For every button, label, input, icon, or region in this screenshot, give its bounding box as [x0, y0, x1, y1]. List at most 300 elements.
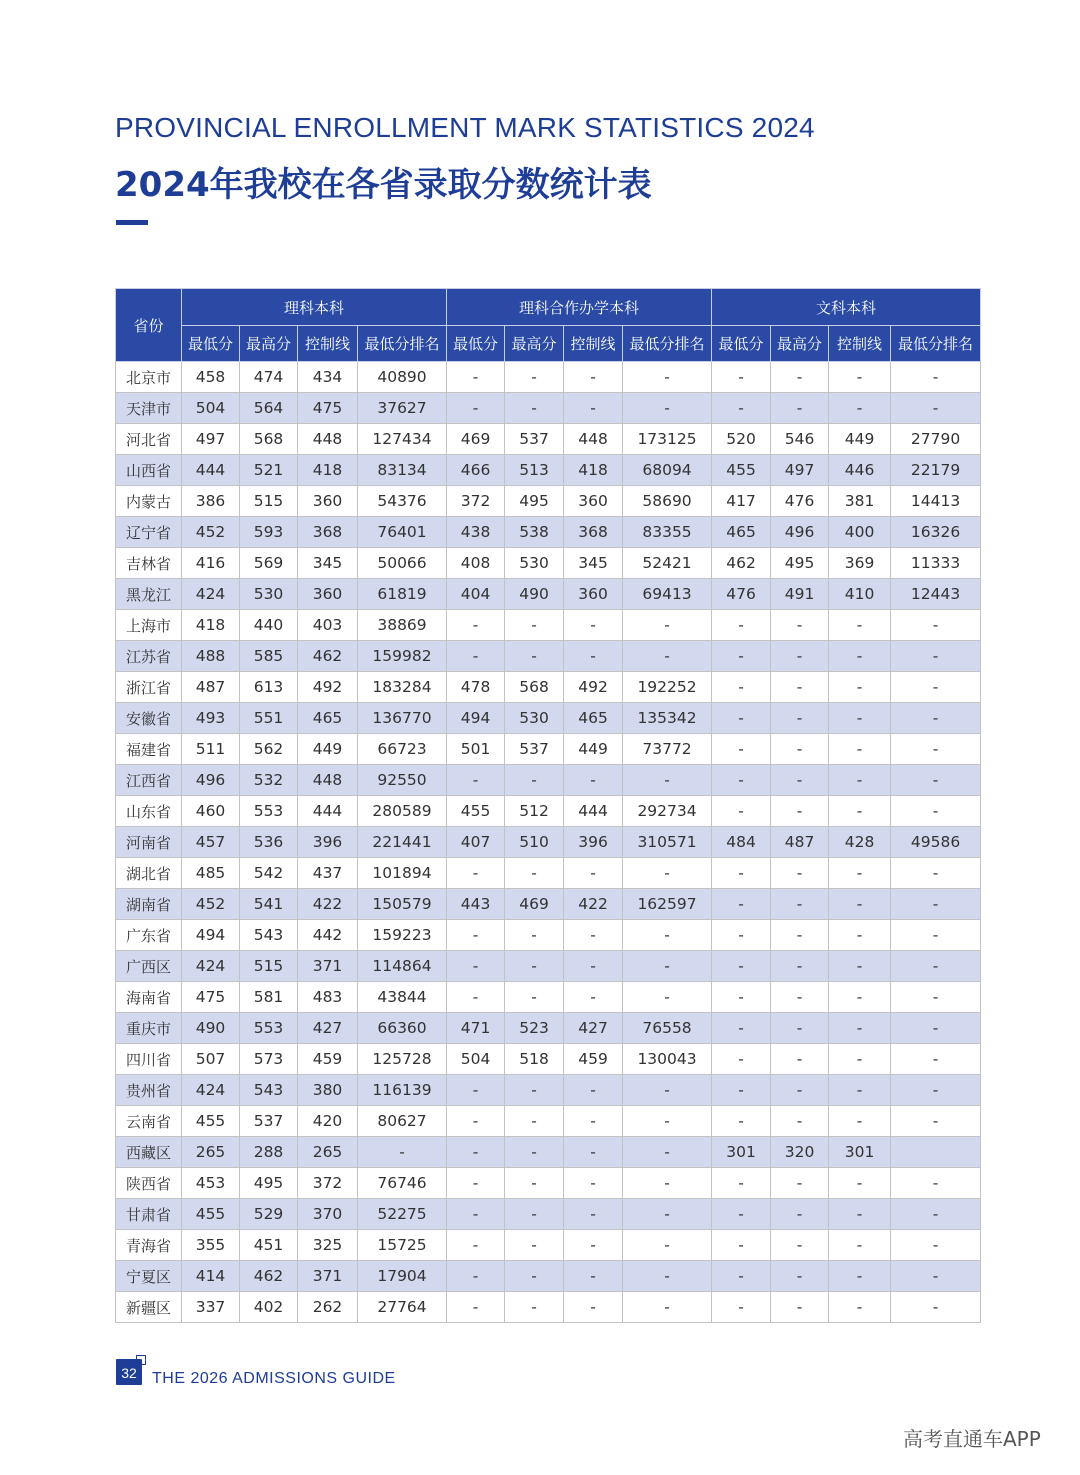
score-cell: -: [505, 641, 564, 672]
province-cell: 江苏省: [116, 641, 182, 672]
score-cell: -: [623, 1106, 712, 1137]
score-cell: -: [623, 393, 712, 424]
score-cell: 492: [298, 672, 358, 703]
score-cell: 43844: [358, 982, 447, 1013]
score-cell: 530: [240, 579, 298, 610]
score-cell: -: [505, 765, 564, 796]
score-cell: -: [712, 858, 771, 889]
score-cell: 440: [240, 610, 298, 641]
score-cell: -: [447, 1230, 505, 1261]
score-cell: -: [891, 796, 981, 827]
score-cell: -: [712, 1013, 771, 1044]
score-cell: 462: [240, 1261, 298, 1292]
score-cell: -: [447, 1292, 505, 1323]
score-cell: 360: [564, 579, 623, 610]
table-row: [116, 1168, 981, 1199]
score-cell: -: [623, 610, 712, 641]
score-cell: -: [623, 362, 712, 393]
score-cell: -: [891, 703, 981, 734]
score-cell: 325: [298, 1230, 358, 1261]
score-cell: -: [829, 920, 891, 951]
score-cell: 455: [447, 796, 505, 827]
score-cell: -: [712, 765, 771, 796]
score-cell: 568: [505, 672, 564, 703]
score-cell: 449: [564, 734, 623, 765]
score-cell: -: [623, 858, 712, 889]
score-cell: -: [564, 610, 623, 641]
score-cell: 422: [298, 889, 358, 920]
score-cell: 150579: [358, 889, 447, 920]
score-cell: 448: [298, 424, 358, 455]
score-cell: 562: [240, 734, 298, 765]
score-cell: 494: [447, 703, 505, 734]
score-cell: -: [829, 672, 891, 703]
province-cell: 广西区: [116, 951, 182, 982]
score-cell: 469: [447, 424, 505, 455]
header-group-coop-science: 理科合作办学本科: [447, 289, 712, 326]
score-cell: 125728: [358, 1044, 447, 1075]
table-row: [116, 982, 981, 1013]
score-cell: -: [564, 982, 623, 1013]
score-cell: 83134: [358, 455, 447, 486]
score-cell: 613: [240, 672, 298, 703]
score-cell: -: [771, 641, 829, 672]
province-cell: 广东省: [116, 920, 182, 951]
score-cell: -: [712, 982, 771, 1013]
score-cell: -: [771, 1292, 829, 1323]
score-cell: -: [891, 641, 981, 672]
province-cell: 浙江省: [116, 672, 182, 703]
score-cell: 371: [298, 951, 358, 982]
table-row: [116, 455, 981, 486]
table-row: [116, 1013, 981, 1044]
score-cell: 380: [298, 1075, 358, 1106]
score-cell: -: [891, 889, 981, 920]
score-cell: 478: [447, 672, 505, 703]
score-cell: 465: [712, 517, 771, 548]
table-row: [116, 703, 981, 734]
table-row: [116, 610, 981, 641]
score-cell: -: [829, 951, 891, 982]
province-cell: 上海市: [116, 610, 182, 641]
score-cell: -: [447, 362, 505, 393]
score-cell: -: [564, 1292, 623, 1323]
table-row: [116, 579, 981, 610]
score-cell: -: [891, 1075, 981, 1106]
score-cell: 38869: [358, 610, 447, 641]
score-cell: 512: [505, 796, 564, 827]
score-cell: -: [829, 610, 891, 641]
province-cell: 黑龙江: [116, 579, 182, 610]
score-cell: 368: [298, 517, 358, 548]
province-cell: 辽宁省: [116, 517, 182, 548]
score-cell: -: [505, 362, 564, 393]
score-cell: 453: [182, 1168, 240, 1199]
score-cell: 501: [447, 734, 505, 765]
score-cell: -: [564, 641, 623, 672]
score-cell: 515: [240, 486, 298, 517]
score-cell: -: [771, 1075, 829, 1106]
score-cell: 476: [771, 486, 829, 517]
table-row: [116, 641, 981, 672]
score-cell: 136770: [358, 703, 447, 734]
score-cell: 14413: [891, 486, 981, 517]
score-cell: 414: [182, 1261, 240, 1292]
score-cell: -: [829, 1261, 891, 1292]
table-row: [116, 1137, 981, 1168]
score-cell: 492: [564, 672, 623, 703]
score-cell: 504: [447, 1044, 505, 1075]
subheader-cell: 控制线: [298, 326, 358, 362]
score-cell: -: [829, 1044, 891, 1075]
score-cell: 92550: [358, 765, 447, 796]
score-cell: 462: [298, 641, 358, 672]
score-cell: 37627: [358, 393, 447, 424]
score-cell: -: [829, 1106, 891, 1137]
score-cell: -: [623, 1261, 712, 1292]
province-cell: 贵州省: [116, 1075, 182, 1106]
score-cell: 73772: [623, 734, 712, 765]
watermark-text: 高考直通车APP: [903, 1427, 1041, 1451]
score-cell: 520: [712, 424, 771, 455]
score-cell: 424: [182, 951, 240, 982]
subheader-cell: 最低分排名: [358, 326, 447, 362]
score-cell: -: [712, 920, 771, 951]
score-cell: -: [771, 362, 829, 393]
province-cell: 海南省: [116, 982, 182, 1013]
score-cell: -: [712, 1230, 771, 1261]
score-cell: 495: [505, 486, 564, 517]
score-cell: 407: [447, 827, 505, 858]
score-cell: 529: [240, 1199, 298, 1230]
score-cell: -: [771, 765, 829, 796]
score-cell: -: [712, 1292, 771, 1323]
score-cell: -: [564, 858, 623, 889]
score-cell: -: [829, 765, 891, 796]
score-cell: -: [712, 641, 771, 672]
score-cell: -: [447, 1199, 505, 1230]
score-cell: 76746: [358, 1168, 447, 1199]
score-cell: -: [358, 1137, 447, 1168]
score-cell: 496: [182, 765, 240, 796]
score-cell: 427: [564, 1013, 623, 1044]
score-cell: -: [505, 982, 564, 1013]
score-cell: -: [564, 1075, 623, 1106]
score-cell: 515: [240, 951, 298, 982]
score-cell: 484: [712, 827, 771, 858]
score-cell: 460: [182, 796, 240, 827]
score-cell: -: [623, 951, 712, 982]
score-cell: -: [623, 1075, 712, 1106]
guide-title: THE 2026 ADMISSIONS GUIDE: [152, 1370, 396, 1387]
score-cell: 455: [182, 1199, 240, 1230]
score-cell: 396: [298, 827, 358, 858]
score-cell: 451: [240, 1230, 298, 1261]
score-cell: 471: [447, 1013, 505, 1044]
score-cell: -: [712, 1261, 771, 1292]
score-cell: 485: [182, 858, 240, 889]
score-cell: -: [712, 796, 771, 827]
table-row: [116, 1199, 981, 1230]
score-cell: -: [623, 641, 712, 672]
score-cell: -: [771, 1013, 829, 1044]
score-cell: 541: [240, 889, 298, 920]
score-cell: 518: [505, 1044, 564, 1075]
score-cell: -: [891, 1013, 981, 1044]
province-cell: 福建省: [116, 734, 182, 765]
province-cell: 新疆区: [116, 1292, 182, 1323]
table-row: [116, 1106, 981, 1137]
score-cell: 80627: [358, 1106, 447, 1137]
score-cell: -: [891, 1199, 981, 1230]
score-cell: 564: [240, 393, 298, 424]
score-cell: 593: [240, 517, 298, 548]
score-cell: 288: [240, 1137, 298, 1168]
score-cell: -: [564, 1106, 623, 1137]
score-cell: 58690: [623, 486, 712, 517]
score-cell: 538: [505, 517, 564, 548]
score-cell: 386: [182, 486, 240, 517]
score-cell: -: [829, 796, 891, 827]
score-cell: 417: [712, 486, 771, 517]
score-cell: 507: [182, 1044, 240, 1075]
score-cell: -: [891, 1168, 981, 1199]
score-cell: -: [447, 920, 505, 951]
score-cell: 396: [564, 827, 623, 858]
score-cell: 513: [505, 455, 564, 486]
score-cell: -: [505, 951, 564, 982]
province-cell: 江西省: [116, 765, 182, 796]
score-cell: -: [505, 1230, 564, 1261]
subheader-cell: 控制线: [829, 326, 891, 362]
score-cell: 495: [771, 548, 829, 579]
score-cell: -: [891, 393, 981, 424]
score-cell: 371: [298, 1261, 358, 1292]
score-cell: 427: [298, 1013, 358, 1044]
score-cell: 320: [771, 1137, 829, 1168]
score-cell: 491: [771, 579, 829, 610]
score-cell: -: [829, 1075, 891, 1106]
subheader-cell: 最低分排名: [623, 326, 712, 362]
score-cell: -: [829, 362, 891, 393]
score-cell: 474: [240, 362, 298, 393]
score-cell: -: [771, 982, 829, 1013]
table-row: [116, 1292, 981, 1323]
score-cell: 40890: [358, 362, 447, 393]
score-cell: 50066: [358, 548, 447, 579]
score-cell: 523: [505, 1013, 564, 1044]
score-cell: -: [564, 1261, 623, 1292]
title-english: PROVINCIAL ENROLLMENT MARK STATISTICS 2024: [115, 112, 815, 143]
score-cell: -: [829, 734, 891, 765]
score-cell: -: [623, 1199, 712, 1230]
table-row: [116, 920, 981, 951]
score-cell: 52275: [358, 1199, 447, 1230]
score-cell: 542: [240, 858, 298, 889]
score-cell: 466: [447, 455, 505, 486]
header-province: 省份: [116, 289, 182, 362]
score-cell: -: [505, 1137, 564, 1168]
score-cell: 420: [298, 1106, 358, 1137]
score-cell: 490: [182, 1013, 240, 1044]
score-cell: -: [891, 1292, 981, 1323]
score-cell: -: [891, 734, 981, 765]
score-cell: 581: [240, 982, 298, 1013]
score-cell: -: [447, 951, 505, 982]
score-cell: 372: [298, 1168, 358, 1199]
score-cell: -: [829, 1013, 891, 1044]
page-number: 32: [116, 1359, 142, 1385]
score-cell: 418: [182, 610, 240, 641]
score-cell: 532: [240, 765, 298, 796]
score-cell: 76558: [623, 1013, 712, 1044]
title-chinese: 2024年我校在各省录取分数统计表: [115, 165, 652, 205]
score-cell: -: [447, 393, 505, 424]
score-cell: -: [564, 362, 623, 393]
score-cell: 418: [564, 455, 623, 486]
score-cell: 54376: [358, 486, 447, 517]
score-cell: 457: [182, 827, 240, 858]
score-cell: -: [623, 1137, 712, 1168]
score-cell: -: [564, 1199, 623, 1230]
score-cell: 452: [182, 889, 240, 920]
province-cell: 陕西省: [116, 1168, 182, 1199]
score-cell: -: [771, 951, 829, 982]
score-cell: -: [891, 1106, 981, 1137]
score-cell: -: [564, 920, 623, 951]
score-cell: -: [712, 672, 771, 703]
score-cell: 368: [564, 517, 623, 548]
score-cell: 173125: [623, 424, 712, 455]
score-cell: 403: [298, 610, 358, 641]
score-cell: -: [771, 1106, 829, 1137]
province-cell: 湖南省: [116, 889, 182, 920]
province-cell: 山西省: [116, 455, 182, 486]
score-cell: 530: [505, 548, 564, 579]
score-cell: -: [505, 1106, 564, 1137]
score-cell: 569: [240, 548, 298, 579]
score-cell: -: [891, 1230, 981, 1261]
score-cell: 360: [298, 486, 358, 517]
score-cell: [891, 1137, 981, 1168]
score-cell: 487: [182, 672, 240, 703]
province-cell: 湖北省: [116, 858, 182, 889]
score-cell: 127434: [358, 424, 447, 455]
score-cell: 345: [564, 548, 623, 579]
score-cell: -: [447, 1261, 505, 1292]
province-cell: 天津市: [116, 393, 182, 424]
score-cell: 573: [240, 1044, 298, 1075]
score-cell: -: [447, 858, 505, 889]
score-cell: -: [623, 1168, 712, 1199]
score-cell: 360: [564, 486, 623, 517]
table-row: [116, 424, 981, 455]
score-cell: 446: [829, 455, 891, 486]
province-cell: 吉林省: [116, 548, 182, 579]
subheader-cell: 控制线: [564, 326, 623, 362]
score-cell: -: [505, 920, 564, 951]
score-cell: 487: [771, 827, 829, 858]
province-cell: 甘肃省: [116, 1199, 182, 1230]
score-cell: -: [623, 982, 712, 1013]
score-cell: -: [829, 1168, 891, 1199]
score-cell: -: [564, 1137, 623, 1168]
score-cell: 369: [829, 548, 891, 579]
score-cell: 424: [182, 1075, 240, 1106]
score-cell: 475: [182, 982, 240, 1013]
score-cell: 424: [182, 579, 240, 610]
score-cell: 17904: [358, 1261, 447, 1292]
score-cell: 192252: [623, 672, 712, 703]
score-cell: 476: [712, 579, 771, 610]
score-cell: 493: [182, 703, 240, 734]
score-cell: 66723: [358, 734, 447, 765]
score-cell: 76401: [358, 517, 447, 548]
score-cell: 497: [771, 455, 829, 486]
score-cell: 510: [505, 827, 564, 858]
score-cell: -: [623, 765, 712, 796]
enrollment-table: [115, 288, 981, 1323]
score-cell: -: [891, 982, 981, 1013]
score-cell: 301: [829, 1137, 891, 1168]
subheader-cell: 最高分: [240, 326, 298, 362]
score-cell: -: [771, 920, 829, 951]
score-cell: -: [712, 1199, 771, 1230]
province-cell: 山东省: [116, 796, 182, 827]
score-cell: 101894: [358, 858, 447, 889]
score-cell: 449: [298, 734, 358, 765]
score-cell: -: [829, 858, 891, 889]
score-cell: -: [771, 703, 829, 734]
score-cell: -: [505, 1168, 564, 1199]
score-cell: 462: [712, 548, 771, 579]
score-cell: -: [771, 393, 829, 424]
score-cell: -: [505, 610, 564, 641]
score-cell: 130043: [623, 1044, 712, 1075]
score-cell: -: [505, 1292, 564, 1323]
score-cell: 511: [182, 734, 240, 765]
score-cell: -: [712, 1044, 771, 1075]
score-cell: -: [505, 393, 564, 424]
score-cell: -: [829, 1230, 891, 1261]
score-cell: -: [771, 734, 829, 765]
score-cell: -: [712, 1075, 771, 1106]
score-cell: 16326: [891, 517, 981, 548]
title-divider: [116, 220, 148, 225]
table-group-header-row: [116, 289, 981, 326]
score-cell: -: [771, 858, 829, 889]
score-cell: 221441: [358, 827, 447, 858]
score-cell: 280589: [358, 796, 447, 827]
score-cell: 452: [182, 517, 240, 548]
table-row: [116, 858, 981, 889]
score-cell: 459: [298, 1044, 358, 1075]
score-cell: -: [891, 920, 981, 951]
score-cell: -: [712, 734, 771, 765]
score-cell: 488: [182, 641, 240, 672]
score-cell: 404: [447, 579, 505, 610]
score-cell: -: [829, 982, 891, 1013]
score-cell: -: [712, 703, 771, 734]
score-cell: 355: [182, 1230, 240, 1261]
score-cell: 183284: [358, 672, 447, 703]
province-cell: 宁夏区: [116, 1261, 182, 1292]
score-cell: 469: [505, 889, 564, 920]
score-cell: 444: [298, 796, 358, 827]
table-row: [116, 1230, 981, 1261]
score-cell: 449: [829, 424, 891, 455]
score-cell: 159223: [358, 920, 447, 951]
